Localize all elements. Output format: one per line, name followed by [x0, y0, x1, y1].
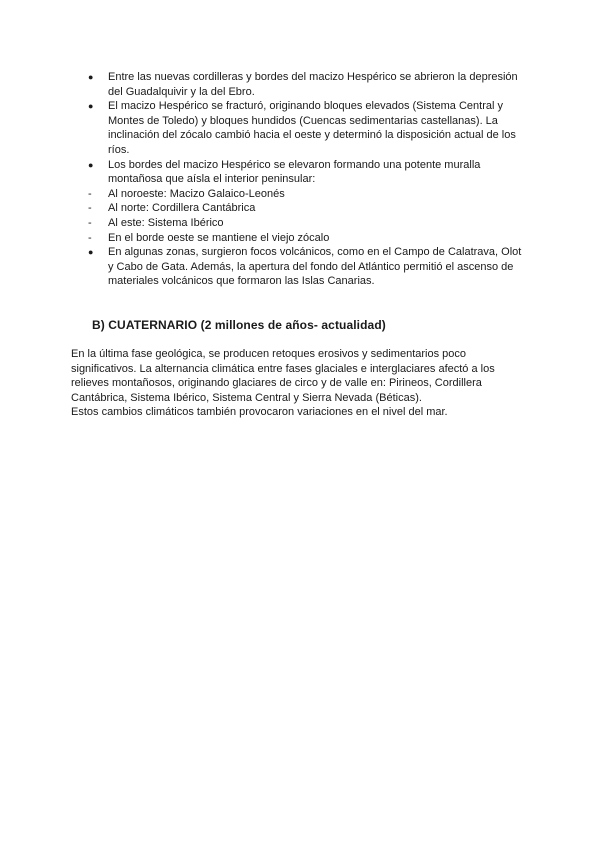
list-item-text: Entre las nuevas cordilleras y bordes del macizo Hespérico se abrieron la depresión del Guadalquivir y la del Ebro.	[108, 71, 518, 98]
list-item-text: Al este: Sistema Ibérico	[108, 216, 224, 229]
list-item	[88, 70, 528, 99]
list-item-text: En algunas zonas, surgieron focos volcánicos, como en el Campo de Calatrava, Olot y Cabo de Gata. Además, la apertura del fondo del Atlántico permitió el ascenso de materiales volcánicos que formaron las Islas Canarias.	[108, 246, 522, 288]
list-item	[88, 187, 528, 202]
bullet-marker: ●	[88, 72, 94, 82]
dash-marker: -	[88, 202, 92, 215]
list-item-text: Al norte: Cordillera Cantábrica	[108, 202, 256, 215]
list-item-text: El macizo Hespérico se fracturó, originando bloques elevados (Sistema Central y Montes de Toledo) y bloques hundidos (Cuencas sedimentarias castellanas). La inclinación del zócalo cambió hacia el oeste y determinó la disposición actual de los ríos.	[108, 100, 516, 156]
dash-marker: -	[88, 187, 92, 200]
paragraph-text: Estos cambios climáticos también provocaron variaciones en el nivel del mar.	[71, 406, 448, 419]
bullet-list	[88, 70, 528, 289]
list-item	[88, 158, 528, 187]
section-heading: B) CUATERNARIO (2 millones de años- actualidad)	[92, 318, 386, 332]
list-item	[88, 231, 528, 246]
bullet-marker: ●	[88, 159, 94, 170]
list-item	[88, 201, 528, 216]
dash-marker: -	[88, 231, 92, 244]
list-item	[88, 245, 528, 289]
list-item	[88, 216, 528, 231]
bullet-marker: ●	[88, 101, 94, 112]
list-item	[88, 99, 528, 157]
list-item-text: Al noroeste: Macizo Galaico-Leonés	[108, 187, 285, 200]
body-paragraph	[71, 347, 531, 420]
dash-marker: -	[88, 216, 92, 229]
paragraph-text: En la última fase geológica, se producen retoques erosivos y sedimentarios poco significativos. La alternancia climática entre fases glaciales e interglaciares afectó a los relieves montañosos, originando glaciares de circo y de valle en: Pirineos, Cordillera Cantábrica, Sistema Ibérico, Sistema Central y Sierra Nevada (Béticas).	[71, 348, 495, 404]
list-item-text: Los bordes del macizo Hespérico se elevaron formando una potente muralla montañosa que aísla el interior peninsular:	[108, 158, 481, 186]
list-item-text: En el borde oeste se mantiene el viejo zócalo	[108, 231, 330, 244]
bullet-marker: ●	[88, 247, 94, 258]
